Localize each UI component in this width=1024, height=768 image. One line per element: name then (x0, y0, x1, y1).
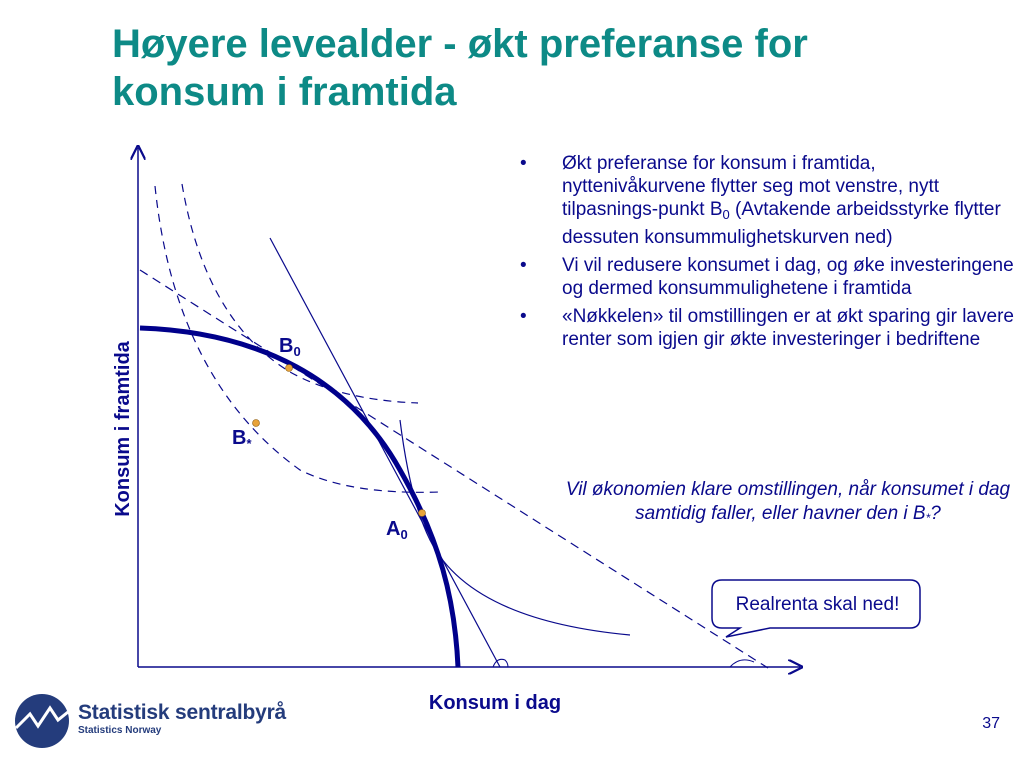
production-possibility-curve (140, 328, 458, 667)
point-b0-label: $B_0$ (279, 335, 301, 359)
point-bstar-label: $B_*$ (232, 427, 252, 451)
logo-name: Statistisk sentralbyrå (78, 701, 287, 724)
title-line-1: Høyere levealder - økt preferanse for (112, 22, 808, 66)
tangent-mark-left (493, 659, 508, 667)
tangent-line-a0 (270, 238, 500, 667)
bullet-item-1: • Økt preferanse for konsum i framtida, nyttenivåkurvene flytter seg mot venstre, nytt tilpasnings-punkt $B_0$ (Avtakende arbeidsstyrke flytter dessuten konsummulighetskurven ned) (520, 152, 1015, 249)
point-a0-marker (419, 510, 426, 517)
bullet-list (520, 152, 1015, 356)
y-axis-label: Konsum i framtida (112, 341, 134, 517)
page-number: 37 (982, 715, 1000, 732)
question-text: Vil økonomien klare omstillingen, når konsumet i dag samtidig faller, eller havner den i $B_*$? (565, 479, 1011, 525)
logo (78, 701, 286, 737)
bullet-item-3: • «Nøkkelen» til omstillingen er at økt sparing gir lavere renter som igjen gir økte investeringer i bedriftene (520, 305, 1015, 351)
point-bstar-marker (253, 420, 260, 427)
x-axis-label: Konsum i dag (428, 692, 562, 714)
title-line-2: konsum i framtida (112, 70, 457, 114)
bullet-item-2: • Vi vil redusere konsumet i dag, og øke investeringene og dermed konsummulighetene i framtida (520, 254, 1015, 300)
point-b0-marker (286, 365, 293, 372)
tangent-mark-right (730, 660, 754, 667)
point-a0-label: $A_0$ (386, 518, 408, 542)
callout-text: Realrenta skal ned! (735, 594, 900, 615)
ssb-logo-icon (15, 694, 69, 748)
logo-subtitle: Statistics Norway (78, 725, 162, 736)
